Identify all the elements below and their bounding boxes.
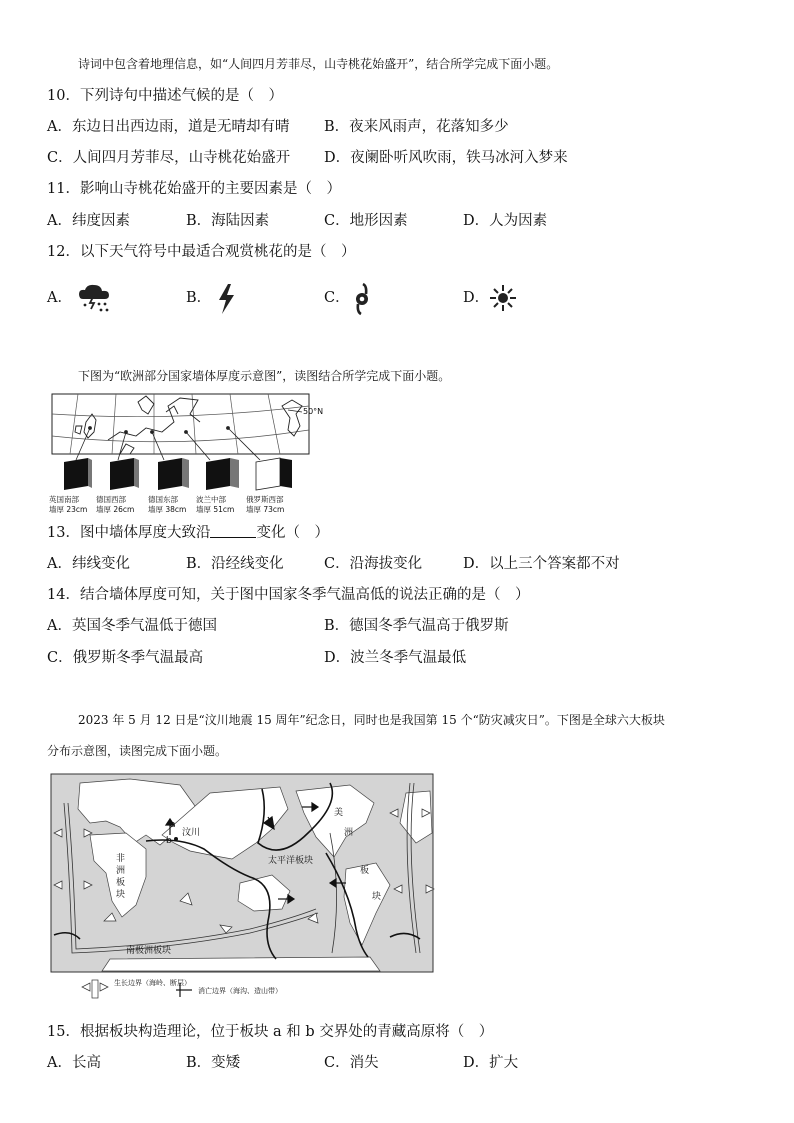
question-13-option-d[interactable]: D．以上三个答案都不对 <box>463 556 620 572</box>
question-13-stem <box>47 523 329 543</box>
thunder-rain-icon <box>76 282 114 314</box>
wall-block-1 <box>64 458 92 490</box>
antarctic-plate-label: 南极洲板块 <box>126 946 172 956</box>
question-11-option-d[interactable]: D．人为因素 <box>463 213 548 229</box>
wall-3-thickness: 墙厚 38cm <box>148 505 187 514</box>
wall-block-2 <box>110 458 139 490</box>
question-13-option-b[interactable]: B．沿经线变化 <box>186 556 284 572</box>
question-11-option-c[interactable]: C．地形因素 <box>324 213 408 229</box>
question-14-stem: 14．结合墙体厚度可知，关于图中国家冬季气温高低的说法正确的是（ ） <box>47 587 530 603</box>
question-15-stem: 15．根据板块构造理论，位于板块 a 和 b 交界处的青藏高原将（ ） <box>47 1024 494 1040</box>
section-1-intro: 诗词中包含着地理信息，如“人间四月芳菲尽，山寺桃花始盛开”，结合所学完成下面小题。 <box>78 57 559 71</box>
section-3-intro-line-1: 2023 年 5 月 12 日是“汶川地震 15 周年”纪念日，同时也是我国第 15 个“防灾减灾日”。下图是全球六大板块 <box>78 713 665 727</box>
wall-3-region: 德国东部 <box>148 495 178 504</box>
wall-5-region: 俄罗斯西部 <box>246 495 284 504</box>
question-15-option-d[interactable]: D．扩大 <box>463 1055 519 1071</box>
svg-text:洲: 洲 <box>116 866 126 876</box>
question-12-option-d-letter: D． <box>463 290 490 306</box>
wall-4-thickness: 墙厚 51cm <box>196 505 235 514</box>
svg-text:板: 板 <box>116 878 126 888</box>
svg-text:洲: 洲 <box>344 828 354 838</box>
question-15-option-c[interactable]: C．消失 <box>324 1055 379 1071</box>
svg-text:板: 板 <box>360 866 370 876</box>
plate-label-a: a <box>170 820 176 830</box>
question-12-option-a-letter: A． <box>47 290 72 306</box>
svg-text:块: 块 <box>372 892 382 902</box>
plate-tectonics-map <box>50 773 434 1001</box>
latitude-label: 50°N <box>303 407 324 416</box>
legend-growth-boundary: 生长边界（海岭、断层） <box>114 979 191 987</box>
question-13-stem-end: 变化（ ） <box>256 525 329 541</box>
growth-boundary-symbol <box>82 980 108 998</box>
question-12-option-b[interactable] <box>186 288 211 308</box>
typhoon-icon <box>351 283 373 315</box>
question-13-stem-start: 13．图中墙体厚度大致沿 <box>47 525 211 541</box>
wall-block-3 <box>158 458 189 490</box>
question-12-option-b-letter: B． <box>186 290 212 306</box>
question-15-option-b[interactable]: B．变矮 <box>186 1055 241 1071</box>
wall-4-region: 波兰中部 <box>196 495 226 504</box>
wenchuan-label: 汶川 <box>182 828 201 838</box>
question-10-option-d[interactable]: D．夜阑卧听风吹雨，铁马冰河入梦来 <box>324 150 568 166</box>
question-14-option-a[interactable]: A．英国冬季气温低于德国 <box>47 618 217 634</box>
wall-1-thickness: 墙厚 23cm <box>49 505 88 514</box>
wall-block-4 <box>206 458 239 490</box>
section-2-intro: 下图为“欧洲部分国家墙体厚度示意图”，读图结合所学完成下面小题。 <box>78 369 451 383</box>
question-10-option-c[interactable]: C．人间四月芳菲尽，山寺桃花始盛开 <box>47 150 291 166</box>
question-14-option-b[interactable]: B．德国冬季气温高于俄罗斯 <box>324 618 509 634</box>
question-12-option-d[interactable] <box>463 288 489 308</box>
section-3-intro-line-2: 分布示意图，读图完成下面小题。 <box>47 744 228 758</box>
question-10-option-a[interactable]: A．东边日出西边雨，道是无晴却有晴 <box>47 119 290 135</box>
lightning-icon <box>215 283 237 315</box>
question-15-option-a[interactable]: A．长高 <box>47 1055 101 1071</box>
question-13-option-a[interactable]: A．纬线变化 <box>47 556 130 572</box>
question-10-option-b[interactable]: B．夜来风雨声，花落知多少 <box>324 119 509 135</box>
question-11-option-a[interactable]: A．纬度因素 <box>47 213 130 229</box>
wall-5-thickness: 墙厚 73cm <box>246 505 285 514</box>
legend-subduction-boundary: 消亡边界（海沟、造山带） <box>198 987 282 995</box>
question-13-option-c[interactable]: C．沿海拔变化 <box>324 556 423 572</box>
question-10-stem: 10．下列诗句中描述气候的是（ ） <box>47 88 283 104</box>
europe-wall-thickness-figure <box>49 392 324 520</box>
question-12-option-c-letter: C． <box>324 290 350 306</box>
svg-text:块: 块 <box>116 890 126 900</box>
question-12-option-c[interactable] <box>324 288 350 308</box>
wall-2-thickness: 墙厚 26cm <box>96 505 135 514</box>
wall-block-5 <box>256 458 292 490</box>
question-12-option-a[interactable] <box>47 288 72 308</box>
sun-icon <box>489 284 517 312</box>
question-11-stem: 11．影响山寺桃花始盛开的主要因素是（ ） <box>47 181 341 197</box>
pacific-plate-label: 太平洋板块 <box>268 856 314 866</box>
svg-text:美: 美 <box>334 808 344 818</box>
question-12-stem: 12．以下天气符号中最适合观赏桃花的是（ ） <box>47 244 356 260</box>
plate-label-b: b <box>166 836 172 846</box>
wall-2-region: 德国西部 <box>96 495 126 504</box>
question-14-option-c[interactable]: C．俄罗斯冬季气温最高 <box>47 650 204 666</box>
answer-blank <box>210 523 256 538</box>
question-14-option-d[interactable]: D．波兰冬季气温最低 <box>324 650 467 666</box>
wall-1-region: 英国南部 <box>49 495 79 504</box>
question-11-option-b[interactable]: B．海陆因素 <box>186 213 270 229</box>
svg-text:非: 非 <box>116 854 126 864</box>
